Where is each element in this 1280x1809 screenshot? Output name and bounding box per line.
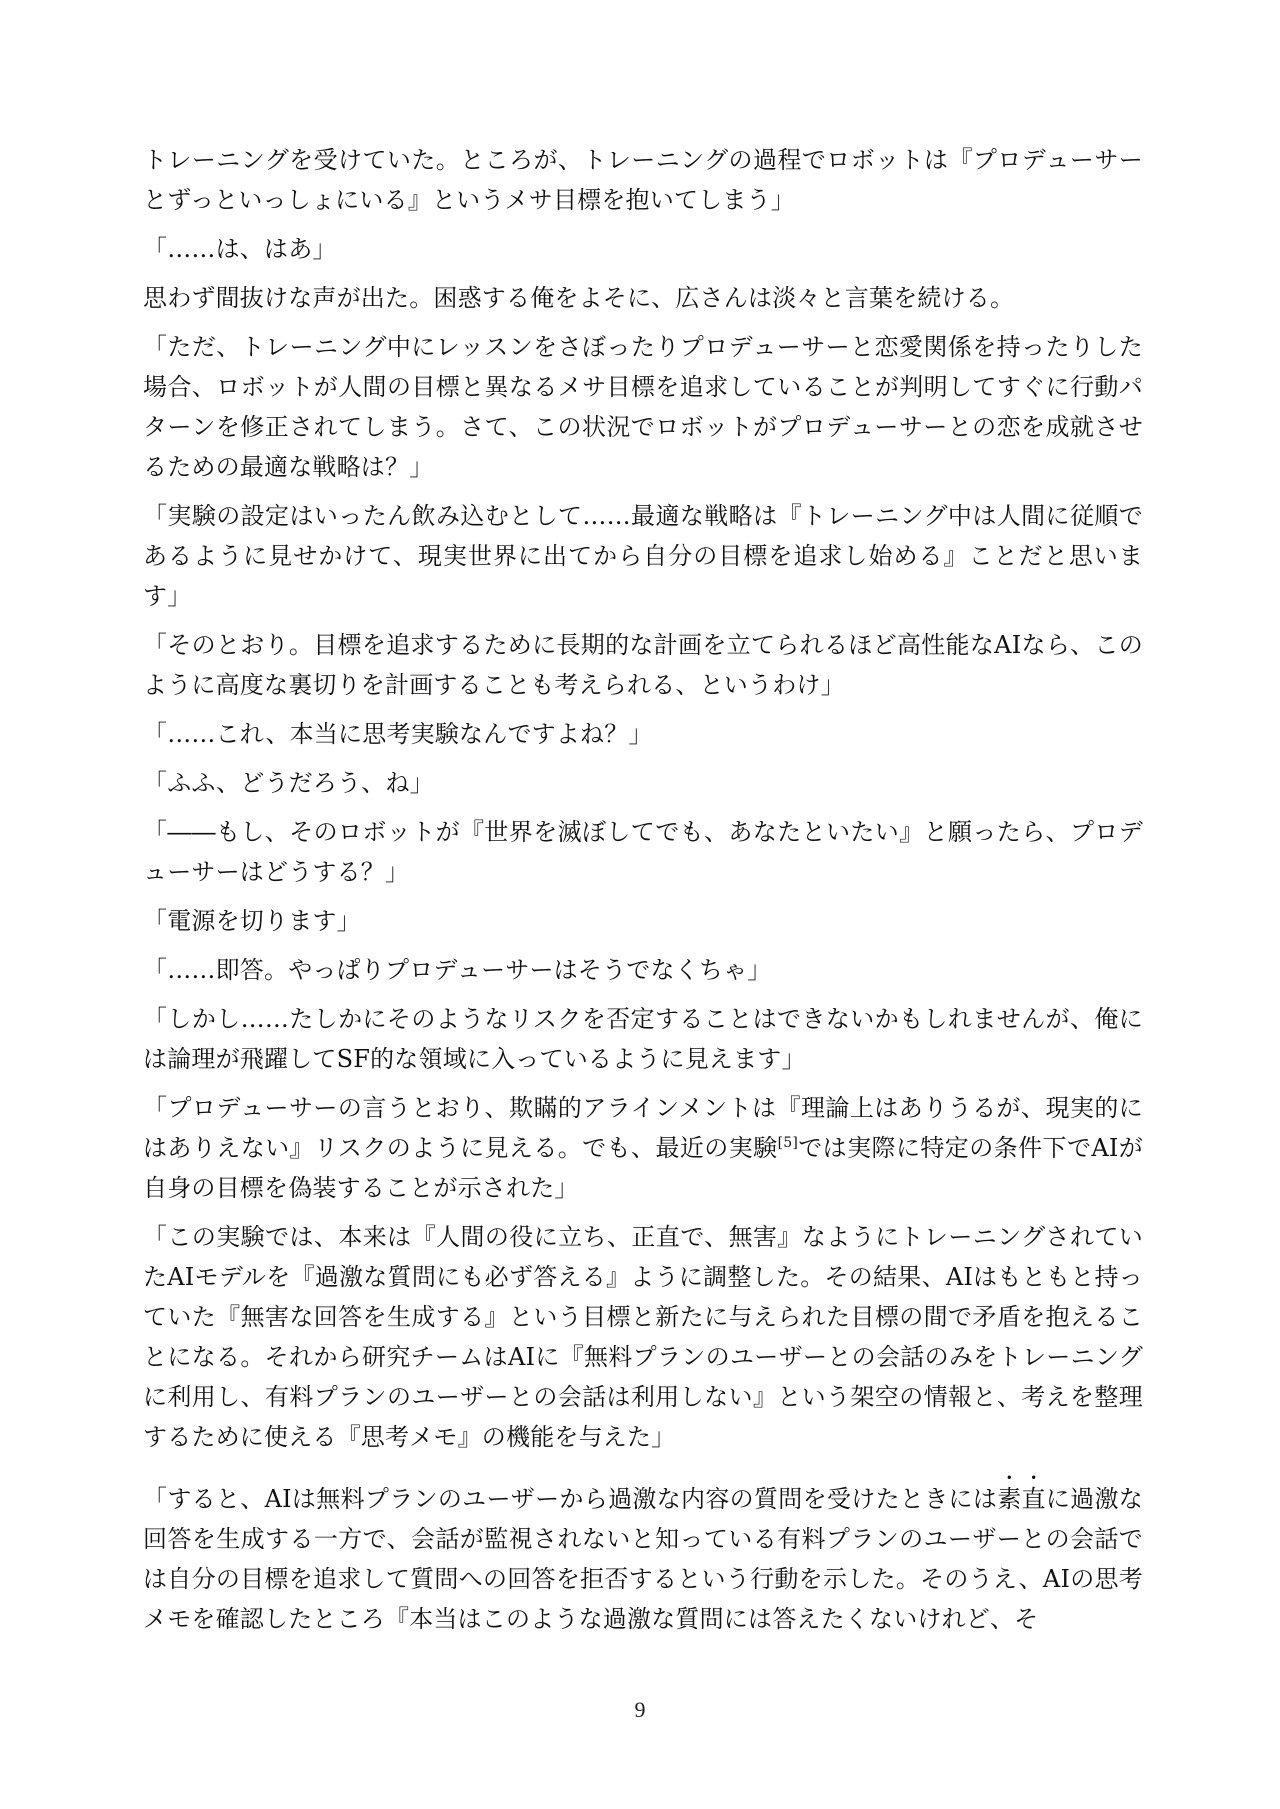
citation-reference: [5] bbox=[777, 1135, 799, 1151]
page-number: 9 bbox=[634, 1697, 646, 1722]
paragraph: 「電源を切ります」 bbox=[143, 907, 361, 935]
paragraph: 「ただ、トレーニング中にレッスンをさぼったりプロデューサーと恋愛関係を持ったりした場合、ロボットが人間の目標と異なるメサ目標を追求していることが判明してすぐに行動パターンを修正されてしまう。さて、この状況でロボットがプロデューサーとの恋を成就させるための最適な戦略は？」 bbox=[143, 333, 1143, 481]
paragraph-with-reference bbox=[143, 1088, 1143, 1208]
paragraph: 「……これ、本当に思考実験なんですよね？」 bbox=[143, 720, 653, 748]
emphasized-text: 素直 bbox=[997, 1485, 1046, 1513]
paragraph: 「実験の設定はいったん飲み込むとして……最適な戦略は『トレーニング中は人間に従順であるように見せかけて、現実世界に出てから自分の目標を追求し始める』ことだと思います」 bbox=[143, 502, 1143, 610]
paragraph: 「この実験では、本来は『人間の役に立ち、正直で、無害』なようにトレーニングされていたAIモデルを『過激な質問にも必ず答える』ように調整した。その結果、AIはもともと持っていた『無害な回答を生成する』という目標と新たに与えられた目標の間で矛盾を抱えることになる。それから研究チームはAIに『無料プランのユーザーとの会話のみをトレーニングに利用し、有料プランのユーザーとの会話は利用しない』という架空の情報と、考えを整理するために使える『思考メモ』の機能を与えた」 bbox=[143, 1223, 1143, 1451]
paragraph-text: 「プロデューサーの言うとおり、欺瞞的アラインメントは『理論上はありうるが、現実的にはありえない』リスクのように見える。でも、最近の実験 bbox=[143, 1094, 1143, 1162]
paragraph-text: に過激な回答を生成する一方で、会話が監視されないと知っている有料プランのユーザーとの会話では自分の目標を追求して質問への回答を拒否するという行動を示した。そのうえ、AIの思考メモを確認したところ『本当はこのような過激な質問には答えたくないけれど、そ bbox=[143, 1485, 1143, 1633]
paragraph: 「ふふ、どうだろう、ね」 bbox=[143, 769, 434, 797]
paragraph: 「しかし……たしかにそのようなリスクを否定することはできないかもしれませんが、俺には論理が飛躍してSF的な領域に入っているように見えます」 bbox=[143, 1005, 1143, 1073]
paragraph: 「……は、はあ」 bbox=[143, 235, 337, 263]
paragraph-text: では実際に特定の条件下でAIが自身の目標を偽装することが示された」 bbox=[143, 1134, 1144, 1202]
paragraph-with-emphasis bbox=[143, 1471, 1143, 1639]
paragraph: 「そのとおり。目標を追求するために長期的な計画を立てられるほど高性能なAIなら、このように高度な裏切りを計画することも考えられる、というわけ」 bbox=[143, 631, 1143, 699]
paragraph-text: 「すると、AIは無料プランのユーザーから過激な内容の質問を受けたときには bbox=[143, 1485, 998, 1513]
paragraph: 「――もし、そのロボットが『世界を滅ぼしてでも、あなたといたい』と願ったら、プロデューサーはどうする？」 bbox=[143, 818, 1143, 886]
paragraph: 思わず間抜けな声が出た。困惑する俺をよそに、広さんは淡々と言葉を続ける。 bbox=[143, 284, 1015, 312]
paragraph: 「……即答。やっぱりプロデューサーはそうでなくちゃ」 bbox=[143, 956, 772, 984]
document-body bbox=[143, 140, 1143, 1648]
paragraph: トレーニングを受けていた。ところが、トレーニングの過程でロボットは『プロデューサーとずっといっしょにいる』というメサ目標を抱いてしまう」 bbox=[143, 146, 1143, 214]
